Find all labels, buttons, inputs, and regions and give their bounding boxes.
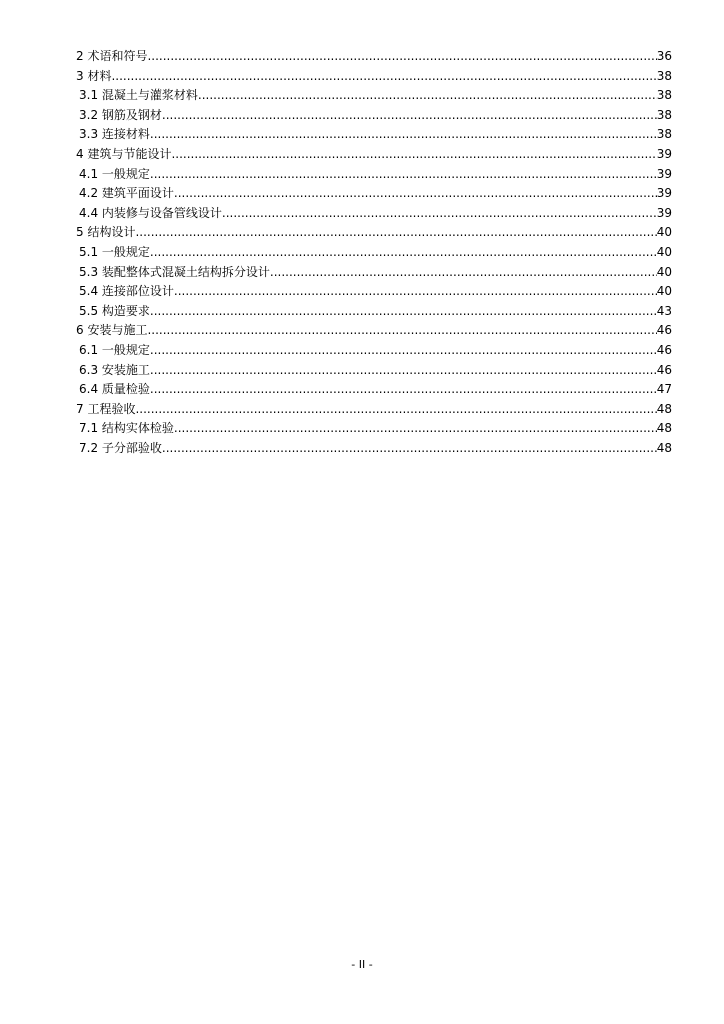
toc-leader-dots	[174, 419, 657, 439]
toc-entry-page: 48	[656, 401, 672, 416]
toc-entry[interactable]	[76, 263, 672, 283]
toc-entry-label: 3 材料	[76, 68, 112, 83]
toc-entry-page: 47	[656, 382, 672, 397]
toc-entry-page: 40	[656, 264, 672, 279]
toc-leader-dots	[198, 86, 657, 106]
toc-entry-page: 38	[656, 68, 672, 83]
toc-entry-label: 5.5 构造要求	[79, 303, 150, 318]
toc-entry[interactable]	[76, 302, 672, 322]
toc-entry-label: 6.1 一般规定	[79, 342, 150, 357]
toc-leader-dots	[147, 47, 656, 67]
toc-entry-page: 46	[656, 323, 672, 338]
toc-leader-dots	[147, 321, 656, 341]
toc-entry-page: 48	[656, 440, 672, 455]
toc-entry[interactable]	[76, 243, 672, 263]
toc-leader-dots	[162, 439, 657, 459]
toc-entry-label: 5 结构设计	[76, 225, 136, 240]
toc-entry[interactable]	[76, 145, 672, 165]
toc-leader-dots	[174, 184, 657, 204]
toc-leader-dots	[150, 341, 657, 361]
toc-entry-page: 38	[656, 107, 672, 122]
toc-entry-label: 3.1 混凝土与灌浆材料	[79, 88, 198, 103]
toc-entry[interactable]	[76, 184, 672, 204]
toc-leader-dots	[135, 223, 656, 243]
toc-entry-page: 39	[656, 146, 672, 161]
toc-leader-dots	[222, 204, 657, 224]
toc-leader-dots	[150, 302, 657, 322]
toc-entry[interactable]	[76, 125, 672, 145]
toc-entry-page: 36	[656, 49, 672, 63]
toc-entry[interactable]	[76, 165, 672, 185]
toc-leader-dots	[174, 282, 657, 302]
toc-entry-page: 40	[656, 244, 672, 259]
toc-leader-dots	[171, 145, 656, 165]
toc-leader-dots	[270, 263, 657, 283]
toc-entry-page: 39	[656, 205, 672, 220]
toc-entry[interactable]	[76, 321, 672, 341]
toc-entry-page: 48	[656, 421, 672, 436]
toc-entry[interactable]	[76, 282, 672, 302]
toc-entry[interactable]	[76, 223, 672, 243]
toc-entry-label: 6.3 安装施工	[79, 362, 150, 377]
toc-entry-label: 5.3 装配整体式混凝土结构拆分设计	[79, 264, 270, 279]
toc-entry-label: 4.4 内装修与设备管线设计	[79, 205, 222, 220]
toc-entry-label: 7 工程验收	[76, 401, 136, 416]
toc-leader-dots	[162, 106, 657, 126]
toc-entry-page: 39	[656, 166, 672, 181]
toc-entry[interactable]	[76, 439, 672, 459]
table-of-contents	[76, 47, 672, 458]
page-number: - II -	[351, 958, 373, 971]
toc-entry-page: 40	[656, 284, 672, 299]
toc-leader-dots	[135, 400, 656, 420]
toc-entry-label: 6.4 质量检验	[79, 382, 150, 397]
toc-entry-label: 6 安装与施工	[76, 323, 148, 338]
toc-entry-page: 38	[656, 88, 672, 103]
toc-entry[interactable]	[76, 341, 672, 361]
toc-entry-label: 3.2 钢筋及钢材	[79, 107, 162, 122]
toc-entry-page: 40	[656, 225, 672, 240]
toc-entry-label: 4.2 建筑平面设计	[79, 186, 174, 201]
toc-entry-page: 39	[656, 186, 672, 201]
toc-entry-page: 46	[656, 342, 672, 357]
toc-entry[interactable]	[76, 106, 672, 126]
toc-entry[interactable]	[76, 204, 672, 224]
toc-entry-label: 2 术语和符号	[76, 49, 148, 63]
toc-entry[interactable]	[76, 361, 672, 381]
toc-entry-label: 5.4 连接部位设计	[79, 284, 174, 299]
toc-entry[interactable]	[76, 380, 672, 400]
toc-entry-page: 43	[656, 303, 672, 318]
toc-entry[interactable]	[76, 400, 672, 420]
toc-entry-label: 7.2 子分部验收	[79, 440, 162, 455]
toc-leader-dots	[150, 125, 657, 145]
toc-entry-label: 3.3 连接材料	[79, 127, 150, 142]
toc-leader-dots	[111, 67, 656, 87]
toc-entry-label: 7.1 结构实体检验	[79, 421, 174, 436]
toc-entry-label: 4.1 一般规定	[79, 166, 150, 181]
toc-entry[interactable]	[76, 86, 672, 106]
toc-entry[interactable]	[76, 47, 672, 67]
toc-entry-page: 38	[656, 127, 672, 142]
toc-entry-page: 46	[656, 362, 672, 377]
toc-leader-dots	[150, 361, 657, 381]
toc-leader-dots	[150, 380, 657, 400]
toc-entry[interactable]	[76, 67, 672, 87]
toc-leader-dots	[150, 165, 657, 185]
toc-leader-dots	[150, 243, 657, 263]
toc-entry[interactable]	[76, 419, 672, 439]
toc-entry-label: 4 建筑与节能设计	[76, 146, 172, 161]
toc-entry-label: 5.1 一般规定	[79, 244, 150, 259]
